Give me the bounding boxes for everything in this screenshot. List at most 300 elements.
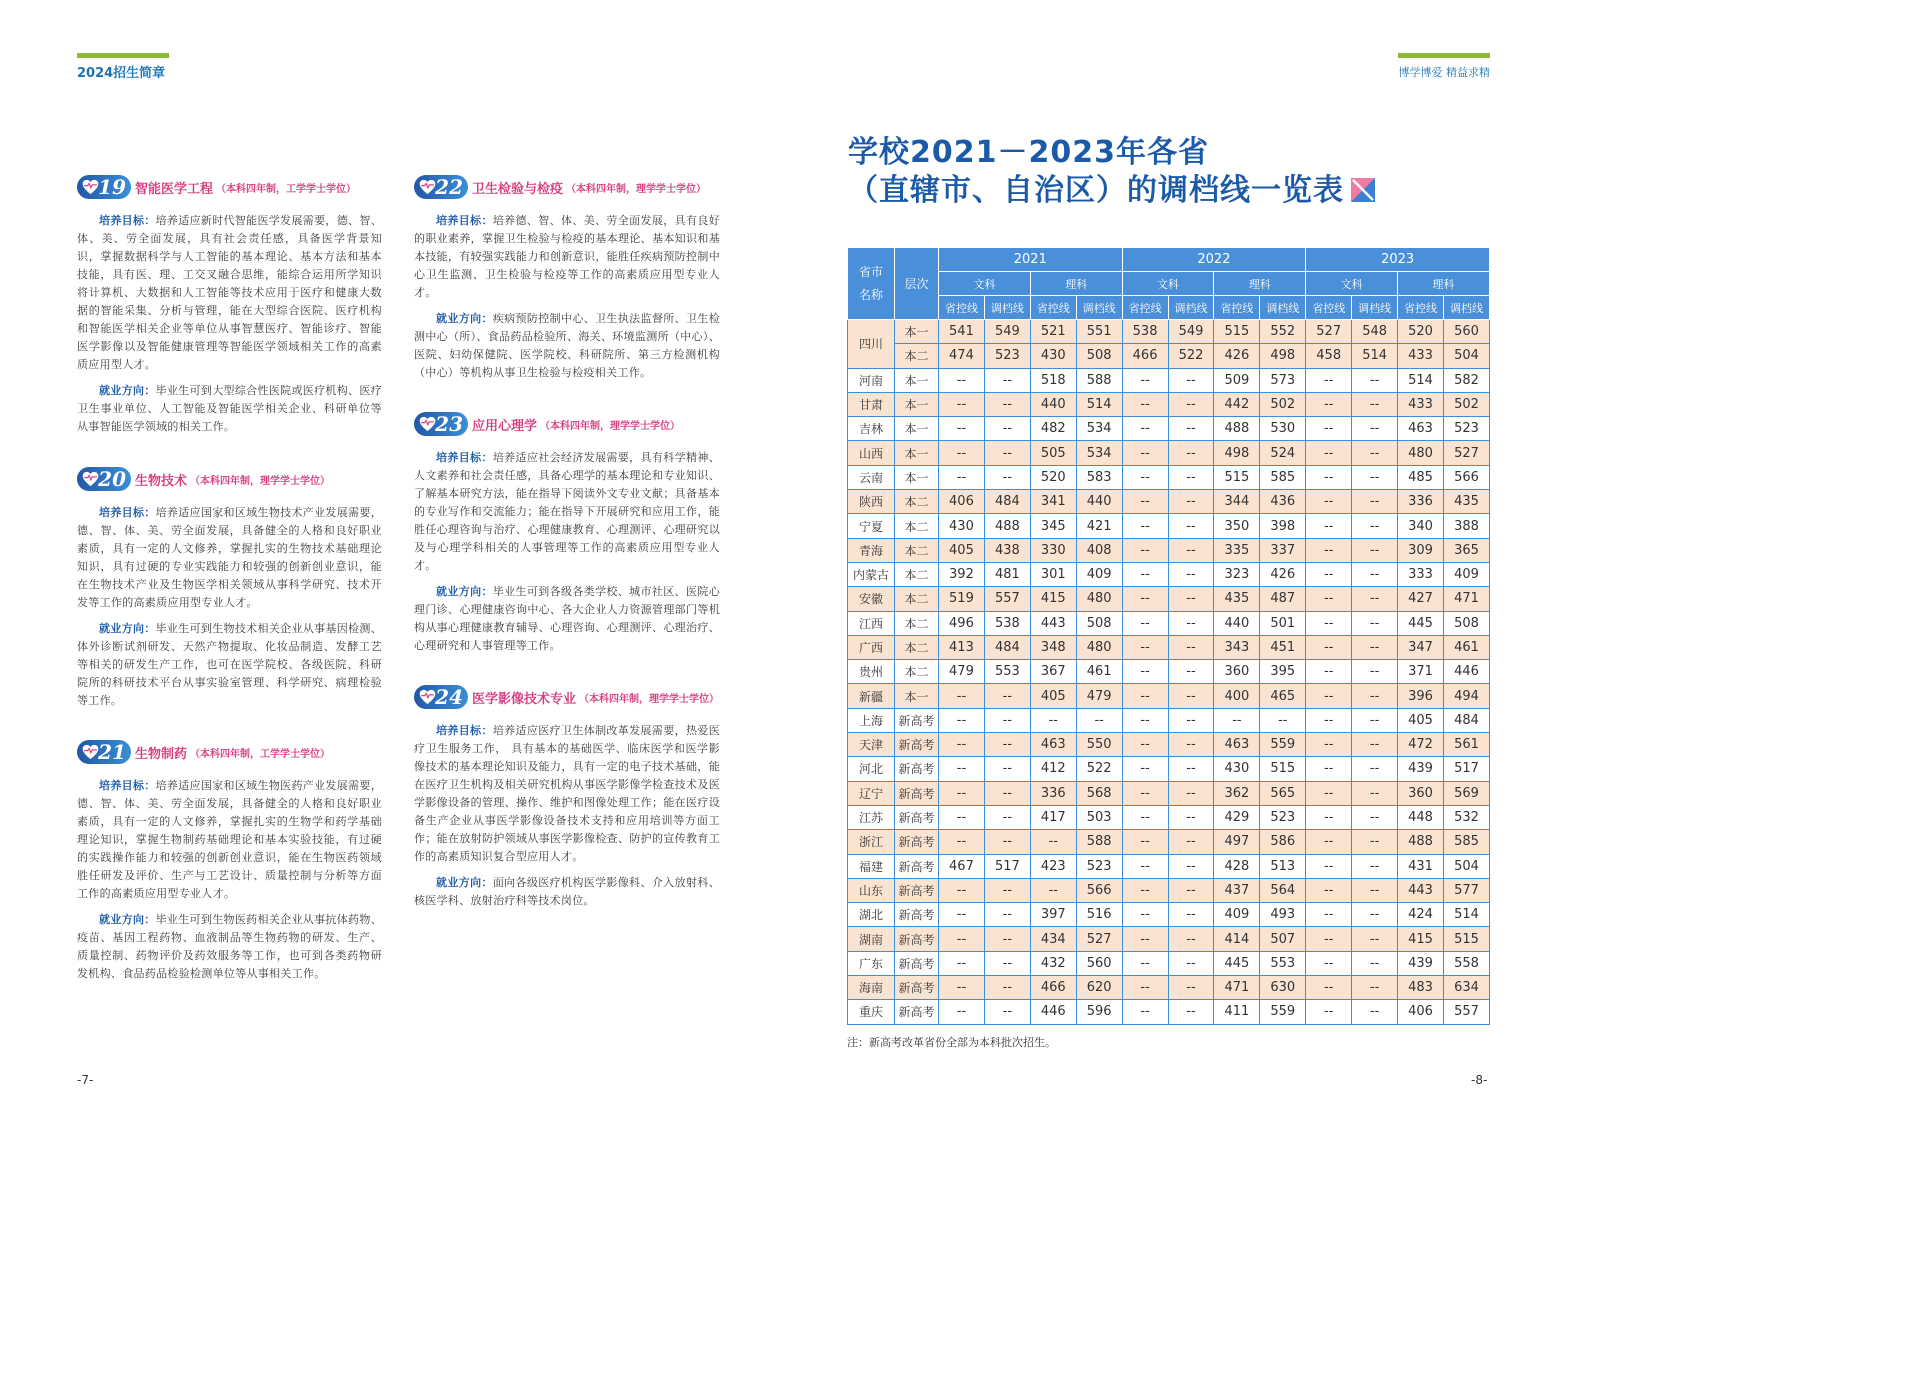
score-cell: 480 <box>1398 441 1444 465</box>
score-cell: 583 <box>1076 465 1122 489</box>
major-23 <box>414 411 720 655</box>
score-cell: 484 <box>984 490 1030 514</box>
score-cell: 461 <box>1443 635 1489 659</box>
score-cell: -- <box>1168 830 1214 854</box>
header-bar-left <box>77 53 169 58</box>
score-cell: -- <box>1168 684 1214 708</box>
table-footnote: 注：新高考改革省份全部为本科批次招生。 <box>847 1036 1056 1049</box>
training-goal: 培养目标：培养适应国家和区域生物技术产业发展需要，德、智、体、美、劳全面发展，具备健全的人格和良好职业素质，具有一定的人文修养，掌握扎实的生物技术基础理论知识，具有过硬的专业实践能力和较强的创新创业意识，能在生物技术产业及生物医学相关领域从事科学研究、技术开发等工作的高素质应用型专业人才。 <box>77 506 383 609</box>
score-cell: -- <box>1352 951 1398 975</box>
score-cell: 437 <box>1214 878 1260 902</box>
score-cell: -- <box>1352 976 1398 1000</box>
score-cell: 549 <box>1168 320 1214 344</box>
score-cell: -- <box>984 684 1030 708</box>
score-cell: 458 <box>1306 344 1352 368</box>
score-cell: -- <box>1122 733 1168 757</box>
score-cell: -- <box>1306 465 1352 489</box>
major-20 <box>77 466 382 710</box>
header-province: 省市名称 <box>848 248 895 320</box>
header-line-type: 调档线 <box>984 296 1030 320</box>
province-cell: 辽宁 <box>848 781 895 805</box>
score-cell: -- <box>1352 660 1398 684</box>
table-row <box>848 903 1490 927</box>
level-cell: 新高考 <box>895 805 939 829</box>
major-title: 卫生检验与检疫 <box>472 181 564 197</box>
score-cell: -- <box>1168 660 1214 684</box>
score-cell: -- <box>1168 805 1214 829</box>
score-cell: -- <box>1352 611 1398 635</box>
score-cell: 534 <box>1076 417 1122 441</box>
header-line-type: 调档线 <box>1260 296 1306 320</box>
heart-icon <box>82 179 99 195</box>
score-cell: 527 <box>1443 441 1489 465</box>
table-row <box>848 514 1490 538</box>
score-cell: 564 <box>1260 878 1306 902</box>
province-cell: 河北 <box>848 757 895 781</box>
score-cell: 497 <box>1214 830 1260 854</box>
score-cell: 515 <box>1443 927 1489 951</box>
score-cell: 509 <box>1214 368 1260 392</box>
training-goal: 培养目标：培养适应医疗卫生体制改革发展需要，热爱医疗卫生服务工作， 具有基本的基础医学、临床医学和医学影像技术的基本理论知识及能力，具有一定的电子技术基础，能在医疗卫生机构及相关研究机构从事医学影像学检查技术及医学影像设备的管理、操作、维护和图像处理工作；能在医疗设备生产企业从事医学影像设备技术支持和应用培训等方面工作；能在放射防护领域从事医学影像检查、防护的宣传教育工作的高素质知识复合型应用人才。 <box>414 724 720 863</box>
score-cell: 309 <box>1398 538 1444 562</box>
score-cell: 440 <box>1214 611 1260 635</box>
score-cell: 333 <box>1398 562 1444 586</box>
score-cell: 550 <box>1076 733 1122 757</box>
score-cell: 553 <box>1260 951 1306 975</box>
heart-icon <box>419 179 436 195</box>
header-line-type: 省控线 <box>1398 296 1444 320</box>
score-cell: 480 <box>1076 635 1122 659</box>
score-cell: 336 <box>1030 781 1076 805</box>
score-cell: -- <box>1306 878 1352 902</box>
score-cell: 517 <box>1443 757 1489 781</box>
score-cell: 446 <box>1030 1000 1076 1024</box>
score-cell: 520 <box>1030 465 1076 489</box>
level-cell: 新高考 <box>895 878 939 902</box>
score-cell: -- <box>1122 781 1168 805</box>
score-cell: 518 <box>1030 368 1076 392</box>
career-direction: 就业方向：疾病预防控制中心、卫生执法监督所、卫生检测中心（所）、食品药品检验所、海关、环境监测所（中心）、医院、妇幼保健院、医学院校、科研院所、第三方检测机构（中心）等机构从事卫生检验与检疫相关工作。 <box>414 312 720 379</box>
training-goal: 培养目标：培养适应新时代智能医学发展需要，德、智、体、美、劳全面发展，具有社会责任感，具备医学背景知识，掌握数据科学与人工智能的基本理论、基本方法和基本技能，具有医、理、工交叉融合思维，能综合运用所学知识将计算机、大数据和人工智能等技术应用于医疗和健康大数据的智能采集、分析与管理，能在大型综合医院、医疗机构和智能医学相关企业等单位从事智慧医疗、智能诊疗、智能医学影像以及智能健康管理等智能医学领域相关工作的高素质应用型人才。 <box>77 214 383 371</box>
score-cell: -- <box>984 708 1030 732</box>
score-cell: -- <box>939 805 985 829</box>
training-goal: 培养目标：培养适应社会经济发展需要，具有科学精神、人文素养和社会责任感，具备心理学的基本理论和专业知识、了解基本研究方法，能在指导下阅读外文专业文献；具备基本的专业写作和交流能力；能在指导下开展研究和应用工作，能胜任心理咨询与治疗、心理健康教育、心理测评、心理研究以及与心理学科相关的人事管理等工作的高素质应用型专业人才。 <box>414 451 720 572</box>
score-cell: 443 <box>1030 611 1076 635</box>
score-cell: 443 <box>1398 878 1444 902</box>
score-cell: 479 <box>1076 684 1122 708</box>
table-row <box>848 611 1490 635</box>
score-cell: 436 <box>1260 490 1306 514</box>
score-cell: 514 <box>1398 368 1444 392</box>
score-cell: 371 <box>1398 660 1444 684</box>
score-cell: -- <box>984 441 1030 465</box>
score-cell: 559 <box>1260 733 1306 757</box>
score-cell: 515 <box>1260 757 1306 781</box>
score-cell: 514 <box>1352 344 1398 368</box>
table-row <box>848 562 1490 586</box>
score-cell: 431 <box>1398 854 1444 878</box>
score-cell: 508 <box>1076 344 1122 368</box>
province-cell: 海南 <box>848 976 895 1000</box>
score-cell: 538 <box>1122 320 1168 344</box>
table-row <box>848 368 1490 392</box>
score-cell: -- <box>984 951 1030 975</box>
score-cell: -- <box>1306 587 1352 611</box>
score-cell: -- <box>1306 684 1352 708</box>
header-line-type: 省控线 <box>939 296 985 320</box>
score-cell: 360 <box>1398 781 1444 805</box>
title-line-1: 学校2021－2023年各省 <box>848 135 1209 170</box>
province-cell: 宁夏 <box>848 514 895 538</box>
score-cell: -- <box>1352 465 1398 489</box>
major-degree: （本科四年制，理学学士学位） <box>566 183 707 195</box>
score-cell: -- <box>1122 417 1168 441</box>
page-number-right: -8- <box>1471 1073 1488 1087</box>
score-cell: 523 <box>1260 805 1306 829</box>
score-cell: 503 <box>1076 805 1122 829</box>
score-cell: -- <box>939 392 985 416</box>
score-cell: -- <box>939 903 985 927</box>
header-stream: 文科 <box>1122 272 1214 296</box>
major-heading <box>414 174 720 200</box>
score-cell: -- <box>1352 878 1398 902</box>
score-cell: 479 <box>939 660 985 684</box>
score-cell: -- <box>984 368 1030 392</box>
table-row <box>848 805 1490 829</box>
score-cell: -- <box>1306 660 1352 684</box>
score-cell: -- <box>1122 392 1168 416</box>
score-cell: -- <box>1306 805 1352 829</box>
score-cell: 487 <box>1260 587 1306 611</box>
score-cell: -- <box>1352 514 1398 538</box>
score-cell: 520 <box>1398 320 1444 344</box>
score-cell: 350 <box>1214 514 1260 538</box>
level-cell: 新高考 <box>895 951 939 975</box>
score-cell: -- <box>939 878 985 902</box>
score-cell: 523 <box>984 344 1030 368</box>
header-stream: 理科 <box>1214 272 1306 296</box>
score-cell: -- <box>1122 441 1168 465</box>
score-cell: 398 <box>1260 514 1306 538</box>
province-cell: 重庆 <box>848 1000 895 1024</box>
score-cell: 515 <box>1214 465 1260 489</box>
score-cell: 585 <box>1443 830 1489 854</box>
score-cell: -- <box>1122 708 1168 732</box>
score-cell: 527 <box>1076 927 1122 951</box>
score-cell: -- <box>1352 684 1398 708</box>
score-cell: -- <box>1122 635 1168 659</box>
table-row <box>848 927 1490 951</box>
level-cell: 本二 <box>895 660 939 684</box>
major-heading <box>414 411 720 437</box>
score-cell: -- <box>1168 465 1214 489</box>
score-cell: 463 <box>1214 733 1260 757</box>
score-cell: -- <box>1168 392 1214 416</box>
score-cell: -- <box>939 927 985 951</box>
province-cell: 河南 <box>848 368 895 392</box>
table-row <box>848 587 1490 611</box>
score-cell: -- <box>984 878 1030 902</box>
score-cell: 414 <box>1214 927 1260 951</box>
score-cell: 541 <box>939 320 985 344</box>
score-cell: 480 <box>1076 587 1122 611</box>
score-cell: 585 <box>1260 465 1306 489</box>
score-cell: 508 <box>1443 611 1489 635</box>
score-cell: 424 <box>1398 903 1444 927</box>
major-title: 医学影像技术专业 <box>472 691 577 707</box>
heart-icon <box>419 689 436 705</box>
score-cell: 577 <box>1443 878 1489 902</box>
score-cell: -- <box>1352 733 1398 757</box>
score-cell: 516 <box>1076 903 1122 927</box>
score-cell: -- <box>1122 514 1168 538</box>
major-title: 应用心理学 <box>472 418 538 434</box>
score-cell: 484 <box>984 635 1030 659</box>
province-cell: 福建 <box>848 854 895 878</box>
score-cell: 504 <box>1443 344 1489 368</box>
province-cell: 云南 <box>848 465 895 489</box>
level-cell: 新高考 <box>895 903 939 927</box>
score-cell: 362 <box>1214 781 1260 805</box>
score-cell: 582 <box>1443 368 1489 392</box>
score-cell: 522 <box>1168 344 1214 368</box>
major-title: 生物技术 <box>135 473 188 489</box>
score-cell: -- <box>1306 976 1352 1000</box>
level-cell: 本二 <box>895 635 939 659</box>
major-degree: （本科四年制，工学学士学位） <box>216 183 357 195</box>
table-row <box>848 344 1490 368</box>
score-cell: -- <box>1306 927 1352 951</box>
score-cell: 514 <box>1443 903 1489 927</box>
score-cell: 519 <box>939 587 985 611</box>
score-cell: 397 <box>1030 903 1076 927</box>
table-row <box>848 854 1490 878</box>
score-cell: 557 <box>1443 1000 1489 1024</box>
score-cell: -- <box>1306 903 1352 927</box>
score-cell: 440 <box>1030 392 1076 416</box>
level-cell: 本一 <box>895 465 939 489</box>
score-cell: 559 <box>1260 1000 1306 1024</box>
header-stream: 理科 <box>1398 272 1490 296</box>
score-cell: -- <box>939 951 985 975</box>
score-cell: -- <box>984 392 1030 416</box>
table-row <box>848 660 1490 684</box>
score-cell: -- <box>984 927 1030 951</box>
score-cell: 498 <box>1260 344 1306 368</box>
level-cell: 本二 <box>895 514 939 538</box>
title-line-2 <box>848 172 1376 210</box>
score-cell: 435 <box>1214 587 1260 611</box>
header-line-type: 调档线 <box>1352 296 1398 320</box>
level-cell: 本二 <box>895 490 939 514</box>
score-cell: 522 <box>1076 757 1122 781</box>
score-cell: -- <box>984 830 1030 854</box>
province-cell: 新疆 <box>848 684 895 708</box>
score-cell: 365 <box>1443 538 1489 562</box>
table-row <box>848 490 1490 514</box>
score-cell: -- <box>1352 854 1398 878</box>
score-cell: -- <box>939 368 985 392</box>
score-cell: 392 <box>939 562 985 586</box>
score-cell: 433 <box>1398 392 1444 416</box>
score-cell: -- <box>1306 392 1352 416</box>
career-direction: 就业方向：毕业生可到生物技术相关企业从事基因检测、体外诊断试剂研发、天然产物提取、化妆品制造、发酵工艺等相关的研发生产工作，也可在医学院校、各级医院、科研院所的科研技术平台从事实验室管理、科学研究、病理检验等工作。 <box>77 622 383 707</box>
table-row <box>848 417 1490 441</box>
score-cell: -- <box>1352 562 1398 586</box>
score-cell: 430 <box>1030 344 1076 368</box>
score-cell: 501 <box>1260 611 1306 635</box>
score-cell: -- <box>1122 927 1168 951</box>
score-cell: 467 <box>939 854 985 878</box>
score-cell: -- <box>939 684 985 708</box>
score-cell: -- <box>1306 562 1352 586</box>
province-cell: 山东 <box>848 878 895 902</box>
score-cell: 417 <box>1030 805 1076 829</box>
table-row <box>848 878 1490 902</box>
score-cell: -- <box>1168 538 1214 562</box>
score-cell: -- <box>984 976 1030 1000</box>
table-row <box>848 733 1490 757</box>
score-cell: 341 <box>1030 490 1076 514</box>
score-cell: 408 <box>1076 538 1122 562</box>
score-cell: -- <box>1122 660 1168 684</box>
score-cell: -- <box>939 465 985 489</box>
score-cell: 634 <box>1443 976 1489 1000</box>
score-cell: 493 <box>1260 903 1306 927</box>
score-cell: -- <box>1306 441 1352 465</box>
score-cell: 348 <box>1030 635 1076 659</box>
score-cell: -- <box>1030 708 1076 732</box>
score-cell: 438 <box>984 538 1030 562</box>
major-24 <box>414 684 720 910</box>
table-row <box>848 976 1490 1000</box>
province-cell: 四川 <box>848 320 895 369</box>
score-cell: 560 <box>1076 951 1122 975</box>
score-cell: -- <box>1260 708 1306 732</box>
score-cell: 343 <box>1214 635 1260 659</box>
score-cell: 573 <box>1260 368 1306 392</box>
score-cell: 429 <box>1214 805 1260 829</box>
score-cell: -- <box>1306 635 1352 659</box>
score-cell: 423 <box>1030 854 1076 878</box>
score-cell: 552 <box>1260 320 1306 344</box>
score-cell: -- <box>1168 417 1214 441</box>
score-cell: -- <box>984 757 1030 781</box>
level-cell: 本二 <box>895 344 939 368</box>
score-cell: -- <box>1352 490 1398 514</box>
score-cell: 504 <box>1443 854 1489 878</box>
major-number-badge: 21 <box>77 740 131 764</box>
score-cell: 440 <box>1076 490 1122 514</box>
score-cell: 566 <box>1076 878 1122 902</box>
score-cell: 560 <box>1443 320 1489 344</box>
header-line-type: 省控线 <box>1030 296 1076 320</box>
score-cell: 588 <box>1076 368 1122 392</box>
table-row <box>848 781 1490 805</box>
score-cell: 405 <box>1398 708 1444 732</box>
header-line-type: 调档线 <box>1168 296 1214 320</box>
major-21 <box>77 739 382 983</box>
score-cell: 588 <box>1076 830 1122 854</box>
score-cell: -- <box>1306 514 1352 538</box>
level-cell: 本二 <box>895 587 939 611</box>
score-cell: -- <box>1122 805 1168 829</box>
score-cell: 406 <box>1398 1000 1444 1024</box>
score-cell: 527 <box>1306 320 1352 344</box>
score-cell: 466 <box>1122 344 1168 368</box>
score-cell: -- <box>1168 514 1214 538</box>
score-cell: -- <box>1168 878 1214 902</box>
table-row <box>848 392 1490 416</box>
score-cell: -- <box>1306 417 1352 441</box>
score-cell: 586 <box>1260 830 1306 854</box>
score-cell: 474 <box>939 344 985 368</box>
major-title: 智能医学工程 <box>135 181 214 197</box>
score-cell: -- <box>984 465 1030 489</box>
score-cell: -- <box>1168 757 1214 781</box>
score-cell: 551 <box>1076 320 1122 344</box>
score-cell: 461 <box>1076 660 1122 684</box>
score-cell: 471 <box>1443 587 1489 611</box>
score-cell: -- <box>939 417 985 441</box>
score-cell: 411 <box>1214 1000 1260 1024</box>
score-cell: -- <box>1030 830 1076 854</box>
province-cell: 贵州 <box>848 660 895 684</box>
score-cell: 412 <box>1030 757 1076 781</box>
table-row <box>848 757 1490 781</box>
header-line-type: 省控线 <box>1214 296 1260 320</box>
score-cell: -- <box>1122 465 1168 489</box>
heart-icon <box>419 416 436 432</box>
score-cell: 406 <box>939 490 985 514</box>
score-cell: 596 <box>1076 1000 1122 1024</box>
score-cell: 558 <box>1443 951 1489 975</box>
score-cell: 549 <box>984 320 1030 344</box>
province-cell: 湖南 <box>848 927 895 951</box>
table-row <box>848 538 1490 562</box>
table-row <box>848 635 1490 659</box>
score-cell: -- <box>1352 587 1398 611</box>
score-cell: 553 <box>984 660 1030 684</box>
score-cell: 484 <box>1443 708 1489 732</box>
score-cell: -- <box>1168 903 1214 927</box>
score-cell: 405 <box>939 538 985 562</box>
score-cell: 521 <box>1030 320 1076 344</box>
score-cell: 561 <box>1443 733 1489 757</box>
page-number-left: -7- <box>77 1073 94 1087</box>
score-cell: -- <box>1306 757 1352 781</box>
major-heading <box>77 466 382 492</box>
score-cell: 517 <box>984 854 1030 878</box>
score-cell: -- <box>984 903 1030 927</box>
score-cell: -- <box>1122 587 1168 611</box>
level-cell: 本一 <box>895 417 939 441</box>
score-cell: 451 <box>1260 635 1306 659</box>
score-cell: 442 <box>1214 392 1260 416</box>
score-cell: 345 <box>1030 514 1076 538</box>
score-cell: 523 <box>1443 417 1489 441</box>
score-cell: 565 <box>1260 781 1306 805</box>
score-cell: -- <box>1122 490 1168 514</box>
level-cell: 新高考 <box>895 1000 939 1024</box>
province-cell: 广西 <box>848 635 895 659</box>
header-stream: 文科 <box>939 272 1031 296</box>
major-heading <box>77 739 382 765</box>
score-cell: -- <box>1306 854 1352 878</box>
score-cell: -- <box>1306 830 1352 854</box>
level-cell: 新高考 <box>895 708 939 732</box>
majors-column-middle <box>414 174 720 918</box>
